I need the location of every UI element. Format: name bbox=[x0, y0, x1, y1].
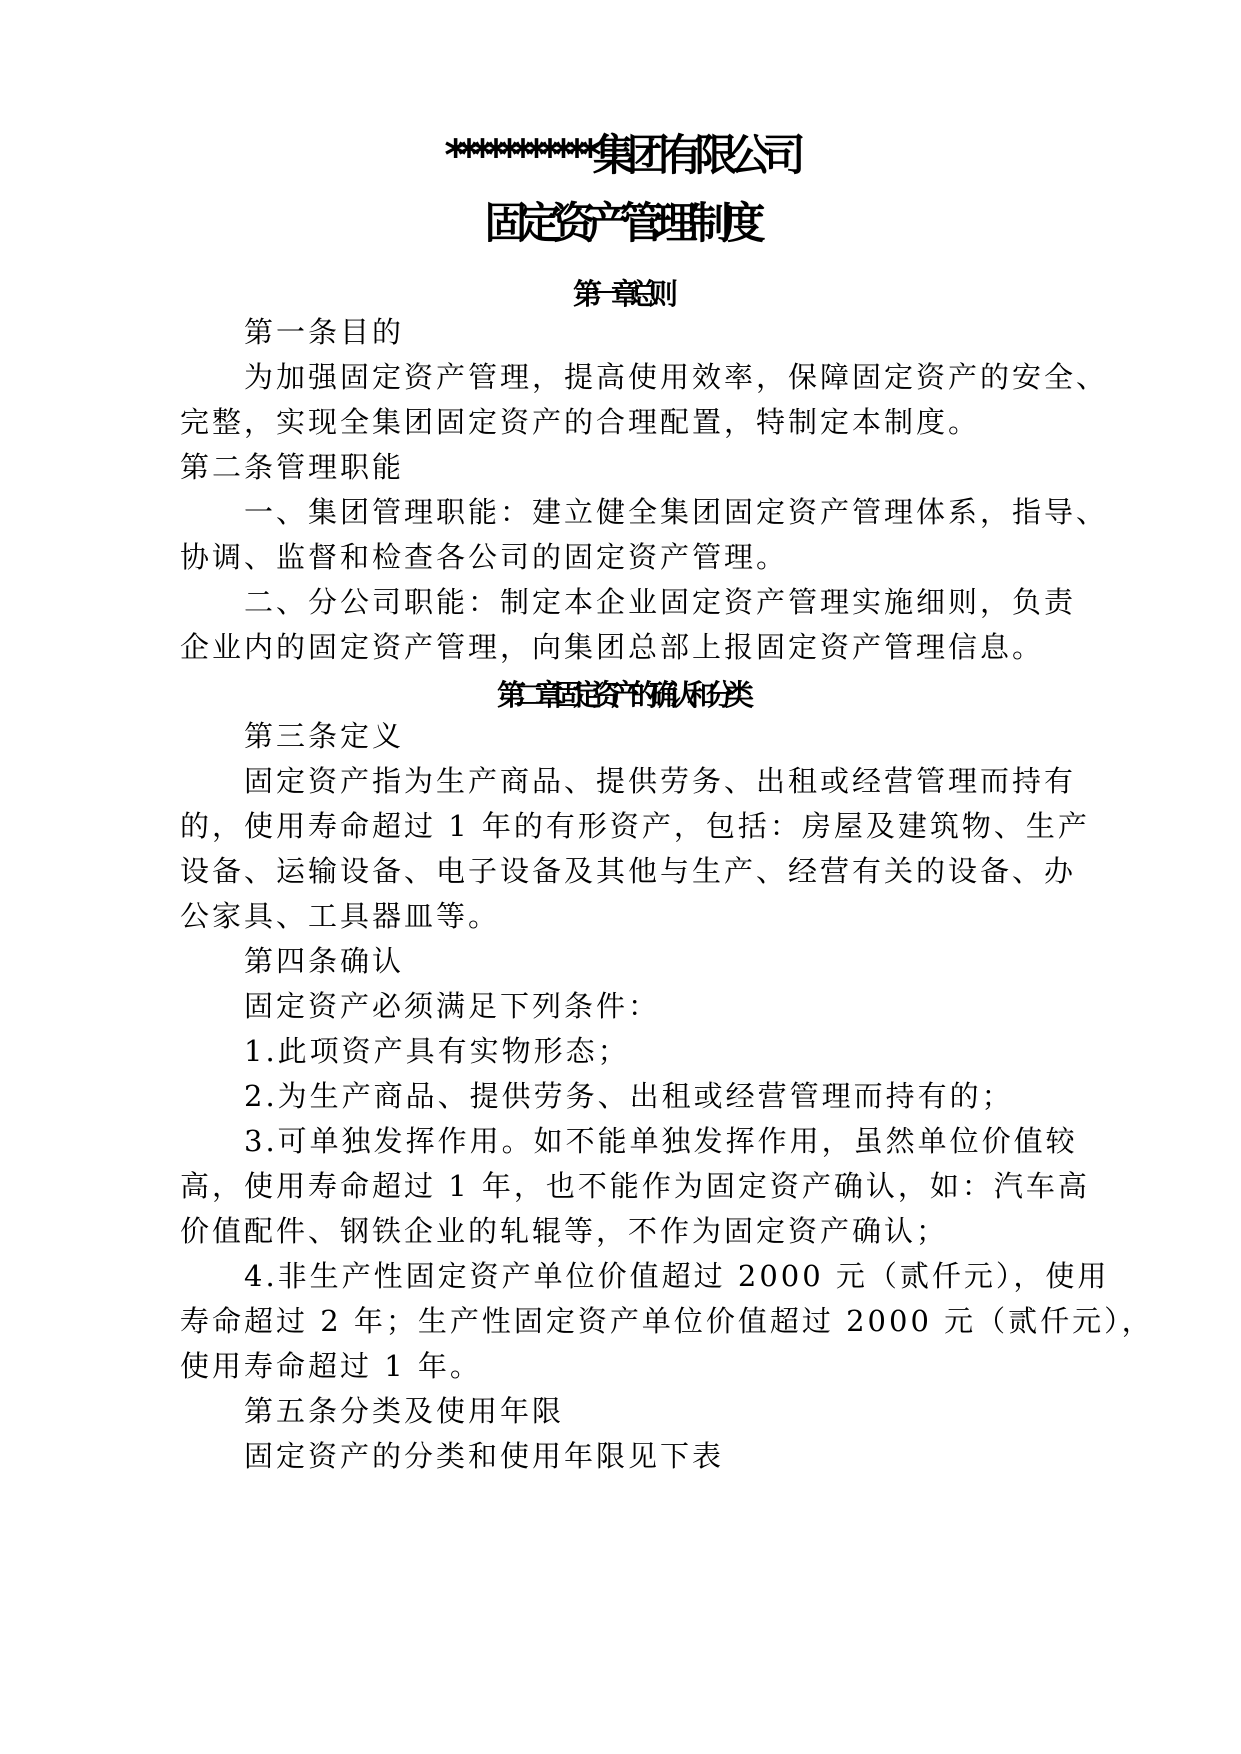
article-5-paragraph: 固定资产的分类和使用年限见下表 bbox=[244, 1439, 725, 1473]
article-3-heading: 第三条定义 bbox=[244, 719, 405, 753]
article-2-paragraph-line: 协调、监督和检查各公司的固定资产管理。 bbox=[180, 540, 789, 574]
article-2-heading: 第二条管理职能 bbox=[180, 450, 405, 484]
article-4-item-3-line: 价值配件、钢铁企业的轧辊等，不作为固定资产确认； bbox=[180, 1214, 949, 1248]
chapter-2-heading: 第二章固定资产的确认和分类 bbox=[496, 678, 744, 712]
article-4-item-1: 1.此项资产具有实物形态； bbox=[244, 1034, 630, 1068]
article-3-paragraph-line: 设备、运输设备、电子设备及其他与生产、经营有关的设备、办 bbox=[180, 854, 1077, 888]
article-4-heading: 第四条确认 bbox=[244, 944, 405, 978]
article-4-intro: 固定资产必须满足下列条件： bbox=[244, 989, 661, 1023]
article-4-item-3-line: 高，使用寿命超过 1 年，也不能作为固定资产确认，如：汽车高 bbox=[180, 1169, 1090, 1203]
chapter-1-heading: 第一章总则 bbox=[572, 277, 668, 311]
document-title-regulation: 固定资产管理制度 bbox=[484, 199, 757, 249]
article-2-paragraph-line: 一、集团管理职能：建立健全集团固定资产管理体系，指导、 bbox=[244, 495, 1109, 529]
article-1-paragraph-line: 为加强固定资产管理，提高使用效率，保障固定资产的安全、 bbox=[244, 360, 1109, 394]
article-3-paragraph-line: 固定资产指为生产商品、提供劳务、出租或经营管理而持有 bbox=[244, 764, 1077, 798]
article-1-paragraph-line: 完整，实现全集团固定资产的合理配置，特制定本制度。 bbox=[180, 405, 981, 439]
article-2-paragraph-line: 企业内的固定资产管理，向集团总部上报固定资产管理信息。 bbox=[180, 630, 1045, 664]
article-4-item-4-line: 4.非生产性固定资产单位价值超过 2000 元（贰仟元），使用 bbox=[244, 1259, 1110, 1293]
article-4-item-2: 2.为生产商品、提供劳务、出租或经营管理而持有的； bbox=[244, 1079, 1014, 1113]
article-4-item-4-line: 寿命超过 2 年；生产性固定资产单位价值超过 2000 元（贰仟元）， bbox=[180, 1304, 1154, 1338]
article-4-item-3-line: 3.可单独发挥作用。如不能单独发挥作用，虽然单位价值较 bbox=[244, 1124, 1078, 1158]
article-4-item-4-line: 使用寿命超过 1 年。 bbox=[180, 1349, 482, 1383]
article-5-heading: 第五条分类及使用年限 bbox=[244, 1394, 565, 1428]
article-3-paragraph-line: 的，使用寿命超过 1 年的有形资产，包括：房屋及建筑物、生产 bbox=[180, 809, 1090, 843]
article-3-paragraph-line: 公家具、工具器皿等。 bbox=[180, 899, 501, 933]
article-2-paragraph-line: 二、分公司职能：制定本企业固定资产管理实施细则，负责 bbox=[244, 585, 1077, 619]
document-title-company: ***********集团有限公司 bbox=[444, 131, 797, 181]
article-1-heading: 第一条目的 bbox=[244, 315, 405, 349]
